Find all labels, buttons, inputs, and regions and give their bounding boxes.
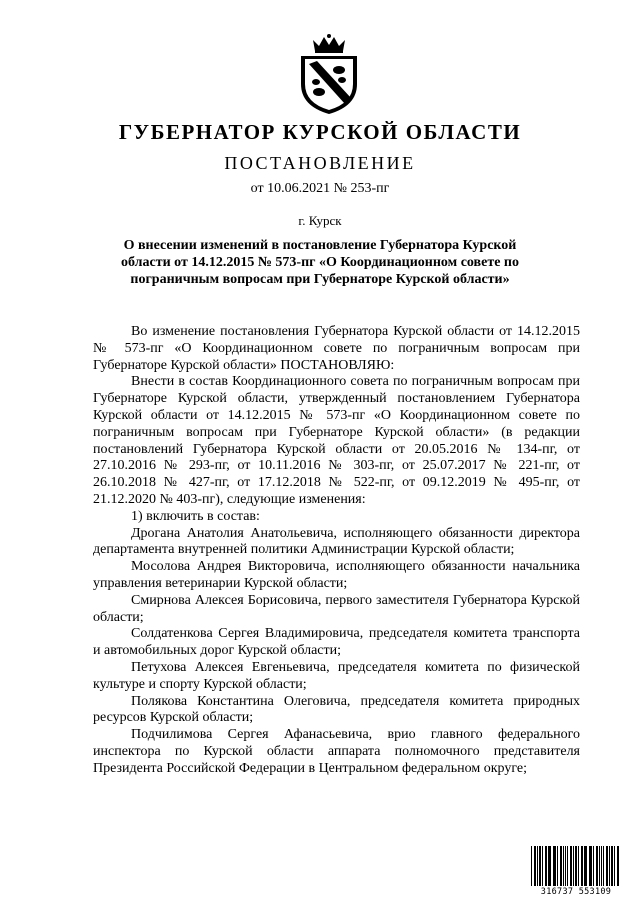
coat-of-arms-icon [295,34,363,116]
document-type: ПОСТАНОВЛЕНИЕ [224,153,416,173]
document-date-number: от 10.06.2021 № 253-пг [250,181,390,196]
paragraph-member: Мосолова Андрея Викторовича, исполняющего обязанности начальника управления ветеринарии Курской области; [93,559,580,591]
document-subject: О внесении изменений в постановление Губернатора Курской области от 14.12.2015 № 573-пг «О Координационном совете по пограничным вопросам при Губернаторе Курской области» [120,238,519,287]
barcode [530,846,622,898]
paragraph-member: Подчилимова Сергея Афанасьевича, врио главного федерального инспектора по Курской области аппарата полномочного представителя Президента Российской Федерации в Центральном федеральном округе; [93,727,580,776]
document-city: г. Курск [298,213,342,228]
paragraph-member: Полякова Константина Олеговича, председателя комитета природных ресурсов Курской области; [93,693,580,726]
paragraph-member: Петухова Алексея Евгеньевича, председателя комитета по физической культуре и спорту Курской области; [93,659,580,692]
paragraph-member: Солдатенкова Сергея Владимировича, председателя комитета транспорта и автомобильных дорог Курской области; [93,626,580,659]
paragraph-member: Смирнова Алексея Борисовича, первого заместителя Губернатора Курской области; [93,592,580,625]
paragraph-item-1: 1) включить в состав: [131,508,260,524]
paragraph-member: Дрогана Анатолия Анатольевича, исполняющего обязанности директора департамента внутренней политики Администрации Курской области; [93,525,580,558]
barcode-number: 316737 553109 [540,887,612,897]
barcode-bars-icon [530,846,622,886]
paragraph-preamble: Во изменение постановления Губернатора Курской области от 14.12.2015 № 573-пг «О Координационном совете по пограничным вопросам при Губернаторе Курской области» ПОСТАНОВЛЯЮ: [93,324,580,373]
authority-title: ГУБЕРНАТОР КУРСКОЙ ОБЛАСТИ [118,120,522,144]
document-body [93,324,580,778]
paragraph-decision: Внести в состав Координационного совета по пограничным вопросам при Губернаторе Курской области, утвержденный постановлением Губернатора Курской области от 14.12.2015 № 573-пг «О Координационном совете по пограничным вопросам при Губернаторе Курской области» (в редакции постановлений Губернатора Курской области от 20.05.2016 № 134-пг, от 27.10.2016 № 293-пг, от 10.11.2016 № 303-пг, от 25.07.2017 № 221-пг, от 26.10.2018 № 427-пг, от 17.12.2018 № 522-пг, от 09.12.2019 № 495-пг, от 21.12.2020 № 403-пг), следующие изменения: [93,374,580,507]
